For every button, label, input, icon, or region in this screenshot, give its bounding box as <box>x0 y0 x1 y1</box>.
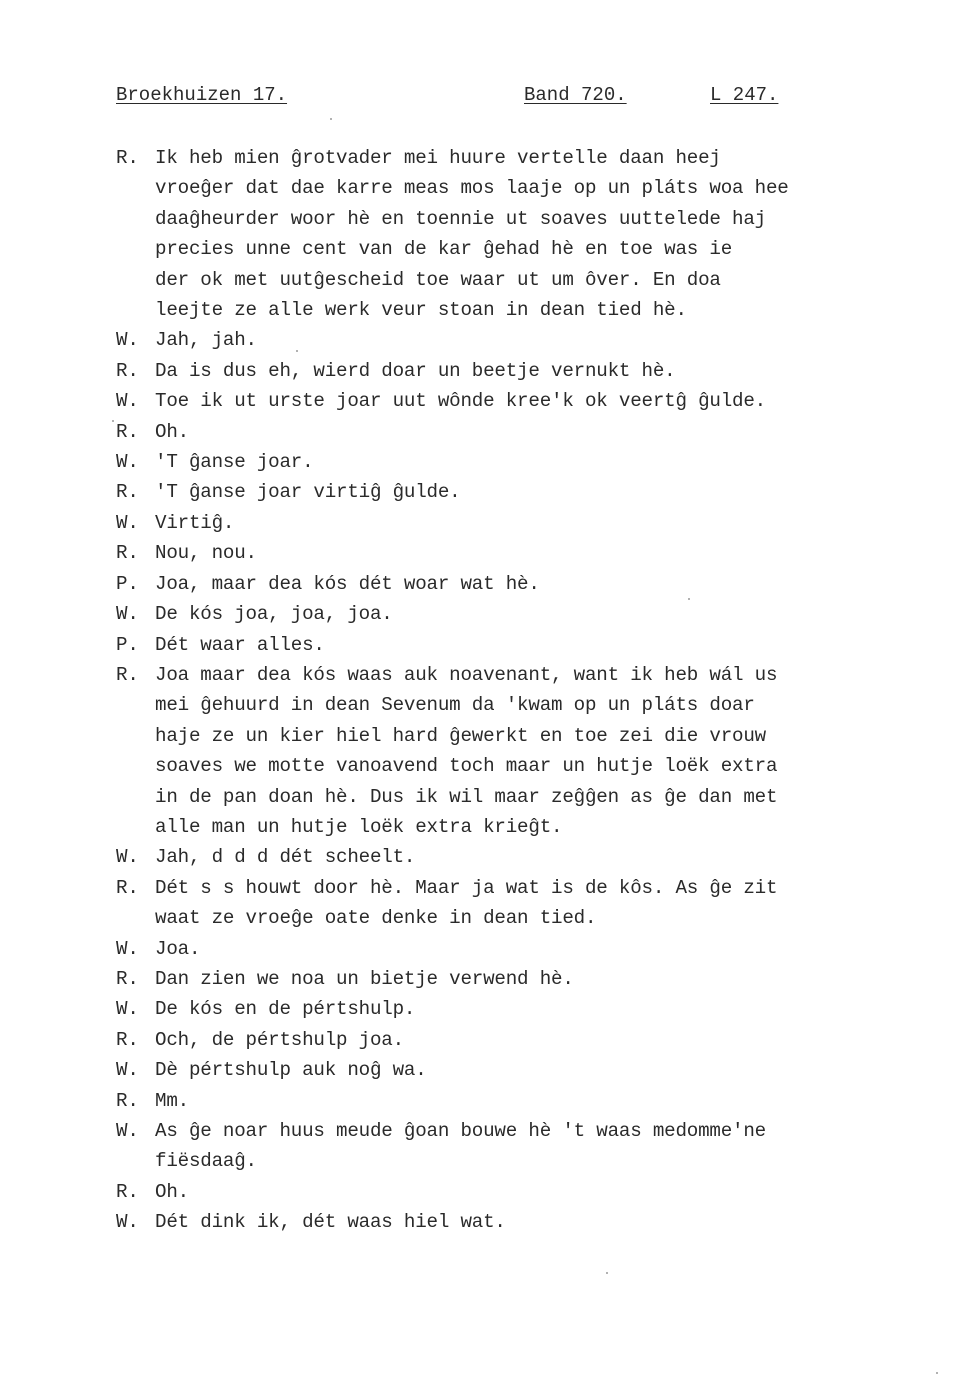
speaker-label: W. <box>116 1120 139 1142</box>
transcript-entry <box>116 1177 856 1207</box>
utterance <box>155 1177 856 1207</box>
utterance-line: Dét s s houwt door hè. Maar ja wat is de kôs. As ĝe zit <box>155 876 778 899</box>
transcript-entry <box>116 538 856 568</box>
speaker-label: W. <box>116 329 139 352</box>
transcript-entry <box>116 842 856 872</box>
utterance-line: Oh. <box>155 1180 189 1203</box>
utterance-line: leejte ze alle werk veur stoan in dean tied hè. <box>155 299 687 322</box>
transcript-entry <box>116 477 856 507</box>
utterance-line: haje ze un kier hiel hard ĝewerkt en toe zei die vrouw <box>155 724 766 747</box>
utterance <box>155 538 856 568</box>
utterance-line: Nou, nou. <box>155 542 257 565</box>
speaker-label: R. <box>116 967 139 990</box>
utterance-line: fiësdaaĝ. <box>155 1150 257 1173</box>
speaker-label: R. <box>116 420 139 443</box>
transcript-entry <box>116 934 856 964</box>
utterance <box>155 1086 856 1116</box>
utterance-line: Ik heb mien ĝrotvader mei huure vertelle daan heej <box>155 147 721 169</box>
utterance <box>155 447 856 477</box>
utterance <box>155 934 856 964</box>
header-location: Broekhuizen 17. <box>116 84 288 106</box>
transcript-entry <box>116 630 856 660</box>
utterance-line: Mm. <box>155 1089 189 1112</box>
paper-speck <box>936 1372 938 1374</box>
speaker-label: R. <box>116 663 139 686</box>
utterance-line: Jah, jah. <box>155 329 257 352</box>
utterance-line: Da is dus eh, wierd doar un beetje vernukt hè. <box>155 359 676 382</box>
utterance-line: der ok met uutĝescheid toe waar ut um ôver. En doa <box>155 268 721 291</box>
utterance <box>155 477 856 507</box>
header-page-number: L 247. <box>710 84 779 106</box>
speaker-label: P. <box>116 633 139 656</box>
speaker-label: W. <box>116 603 139 626</box>
speaker-label: R. <box>116 876 139 899</box>
transcript-entry <box>116 569 856 599</box>
speaker-label: R. <box>116 1089 139 1112</box>
transcript-entry <box>116 356 856 386</box>
speaker-label: W. <box>116 998 139 1021</box>
paper-speck <box>688 598 690 600</box>
utterance <box>155 964 856 994</box>
utterance-line: vroeĝer dat dae karre meas mos laaje op un pláts woa hee <box>155 177 789 200</box>
utterance-line: As ĝe noar huus meude ĝoan bouwe hè 't waas medomme'ne <box>155 1120 766 1142</box>
paper-speck <box>606 1272 608 1274</box>
speaker-label: P. <box>116 572 139 595</box>
utterance-line: Joa maar dea kós waas auk noavenant, want ik heb wál us <box>155 663 778 686</box>
transcript-entry <box>116 386 856 416</box>
utterance-line: Dét dink ik, dét waas hiel wat. <box>155 1211 506 1234</box>
paper-speck <box>112 420 114 422</box>
utterance-line: waat ze vroeĝe oate denke in dean tied. <box>155 907 597 930</box>
paper-speck <box>330 118 332 120</box>
utterance-line: Virtiĝ. <box>155 511 235 534</box>
speaker-label: R. <box>116 542 139 565</box>
utterance-line: 'T ĝanse joar. <box>155 451 314 474</box>
utterance <box>155 599 856 629</box>
utterance <box>155 630 856 660</box>
utterance-line: De kós joa, joa, joa. <box>155 603 393 626</box>
speaker-label: R. <box>116 481 139 504</box>
transcript-entry <box>116 143 856 325</box>
utterance-line: Oh. <box>155 420 189 443</box>
transcript-entry <box>116 1207 856 1237</box>
transcript-entry <box>116 873 856 934</box>
transcript-entry <box>116 1116 856 1177</box>
utterance <box>155 386 856 416</box>
speaker-label: R. <box>116 1028 139 1051</box>
utterance-line: Joa. <box>155 937 201 960</box>
header-tape-number: Band 720. <box>524 84 627 106</box>
transcript-entry <box>116 994 856 1024</box>
speaker-label: R. <box>116 359 139 382</box>
page-header <box>116 84 796 112</box>
speaker-label: W. <box>116 511 139 534</box>
utterance <box>155 660 856 842</box>
transcript-entry <box>116 1025 856 1055</box>
speaker-label: W. <box>116 937 139 960</box>
utterance <box>155 143 856 325</box>
utterance <box>155 1055 856 1085</box>
utterance <box>155 356 856 386</box>
utterance <box>155 325 856 355</box>
utterance-line: alle man un hutje loëk extra krieĝt. <box>155 815 563 838</box>
speaker-label: W. <box>116 1059 139 1082</box>
utterance-line: Dan zien we noa un bietje verwend hè. <box>155 967 574 990</box>
transcript-entry <box>116 447 856 477</box>
utterance-line: Toe ik ut urste joar uut wônde kree'k ok veertĝ ĝulde. <box>155 390 766 413</box>
utterance <box>155 569 856 599</box>
utterance-line: Dè pértshulp auk noĝ wa. <box>155 1059 427 1082</box>
speaker-label: W. <box>116 846 139 869</box>
utterance <box>155 842 856 872</box>
utterance <box>155 873 856 934</box>
utterance-line: daaĝheurder woor hè en toennie ut soaves uuttelede haj <box>155 207 766 230</box>
transcript <box>116 143 856 1238</box>
utterance-line: 'T ĝanse joar virtiĝ ĝulde. <box>155 481 461 504</box>
utterance <box>155 1116 856 1177</box>
transcript-entry <box>116 508 856 538</box>
transcript-entry <box>116 417 856 447</box>
utterance-line: Dét waar alles. <box>155 633 325 656</box>
utterance-line: De kós en de pértshulp. <box>155 998 416 1021</box>
utterance <box>155 508 856 538</box>
speaker-label: R. <box>116 1180 139 1203</box>
speaker-label: W. <box>116 1211 139 1234</box>
transcript-entry <box>116 1055 856 1085</box>
utterance-line: in de pan doan hè. Dus ik wil maar zeĝĝen as ĝe dan met <box>155 785 778 808</box>
transcript-entry <box>116 325 856 355</box>
utterance <box>155 417 856 447</box>
paper-speck <box>296 350 298 352</box>
utterance <box>155 994 856 1024</box>
transcript-entry <box>116 599 856 629</box>
speaker-label: R. <box>116 147 139 169</box>
utterance <box>155 1025 856 1055</box>
utterance-line: Jah, d d d dét scheelt. <box>155 846 416 869</box>
transcript-entry <box>116 660 856 842</box>
speaker-label: W. <box>116 390 139 413</box>
utterance <box>155 1207 856 1237</box>
utterance-line: precies unne cent van de kar ĝehad hè en toe was ie <box>155 238 733 261</box>
utterance-line: Och, de pértshulp joa. <box>155 1028 404 1051</box>
speaker-label: W. <box>116 451 139 474</box>
utterance-line: Joa, maar dea kós dét woar wat hè. <box>155 572 540 595</box>
utterance-line: soaves we motte vanoavend toch maar un hutje loëk extra <box>155 755 778 778</box>
utterance-line: mei ĝehuurd in dean Sevenum da 'kwam op un pláts doar <box>155 694 755 717</box>
transcript-entry <box>116 1086 856 1116</box>
transcript-entry <box>116 964 856 994</box>
